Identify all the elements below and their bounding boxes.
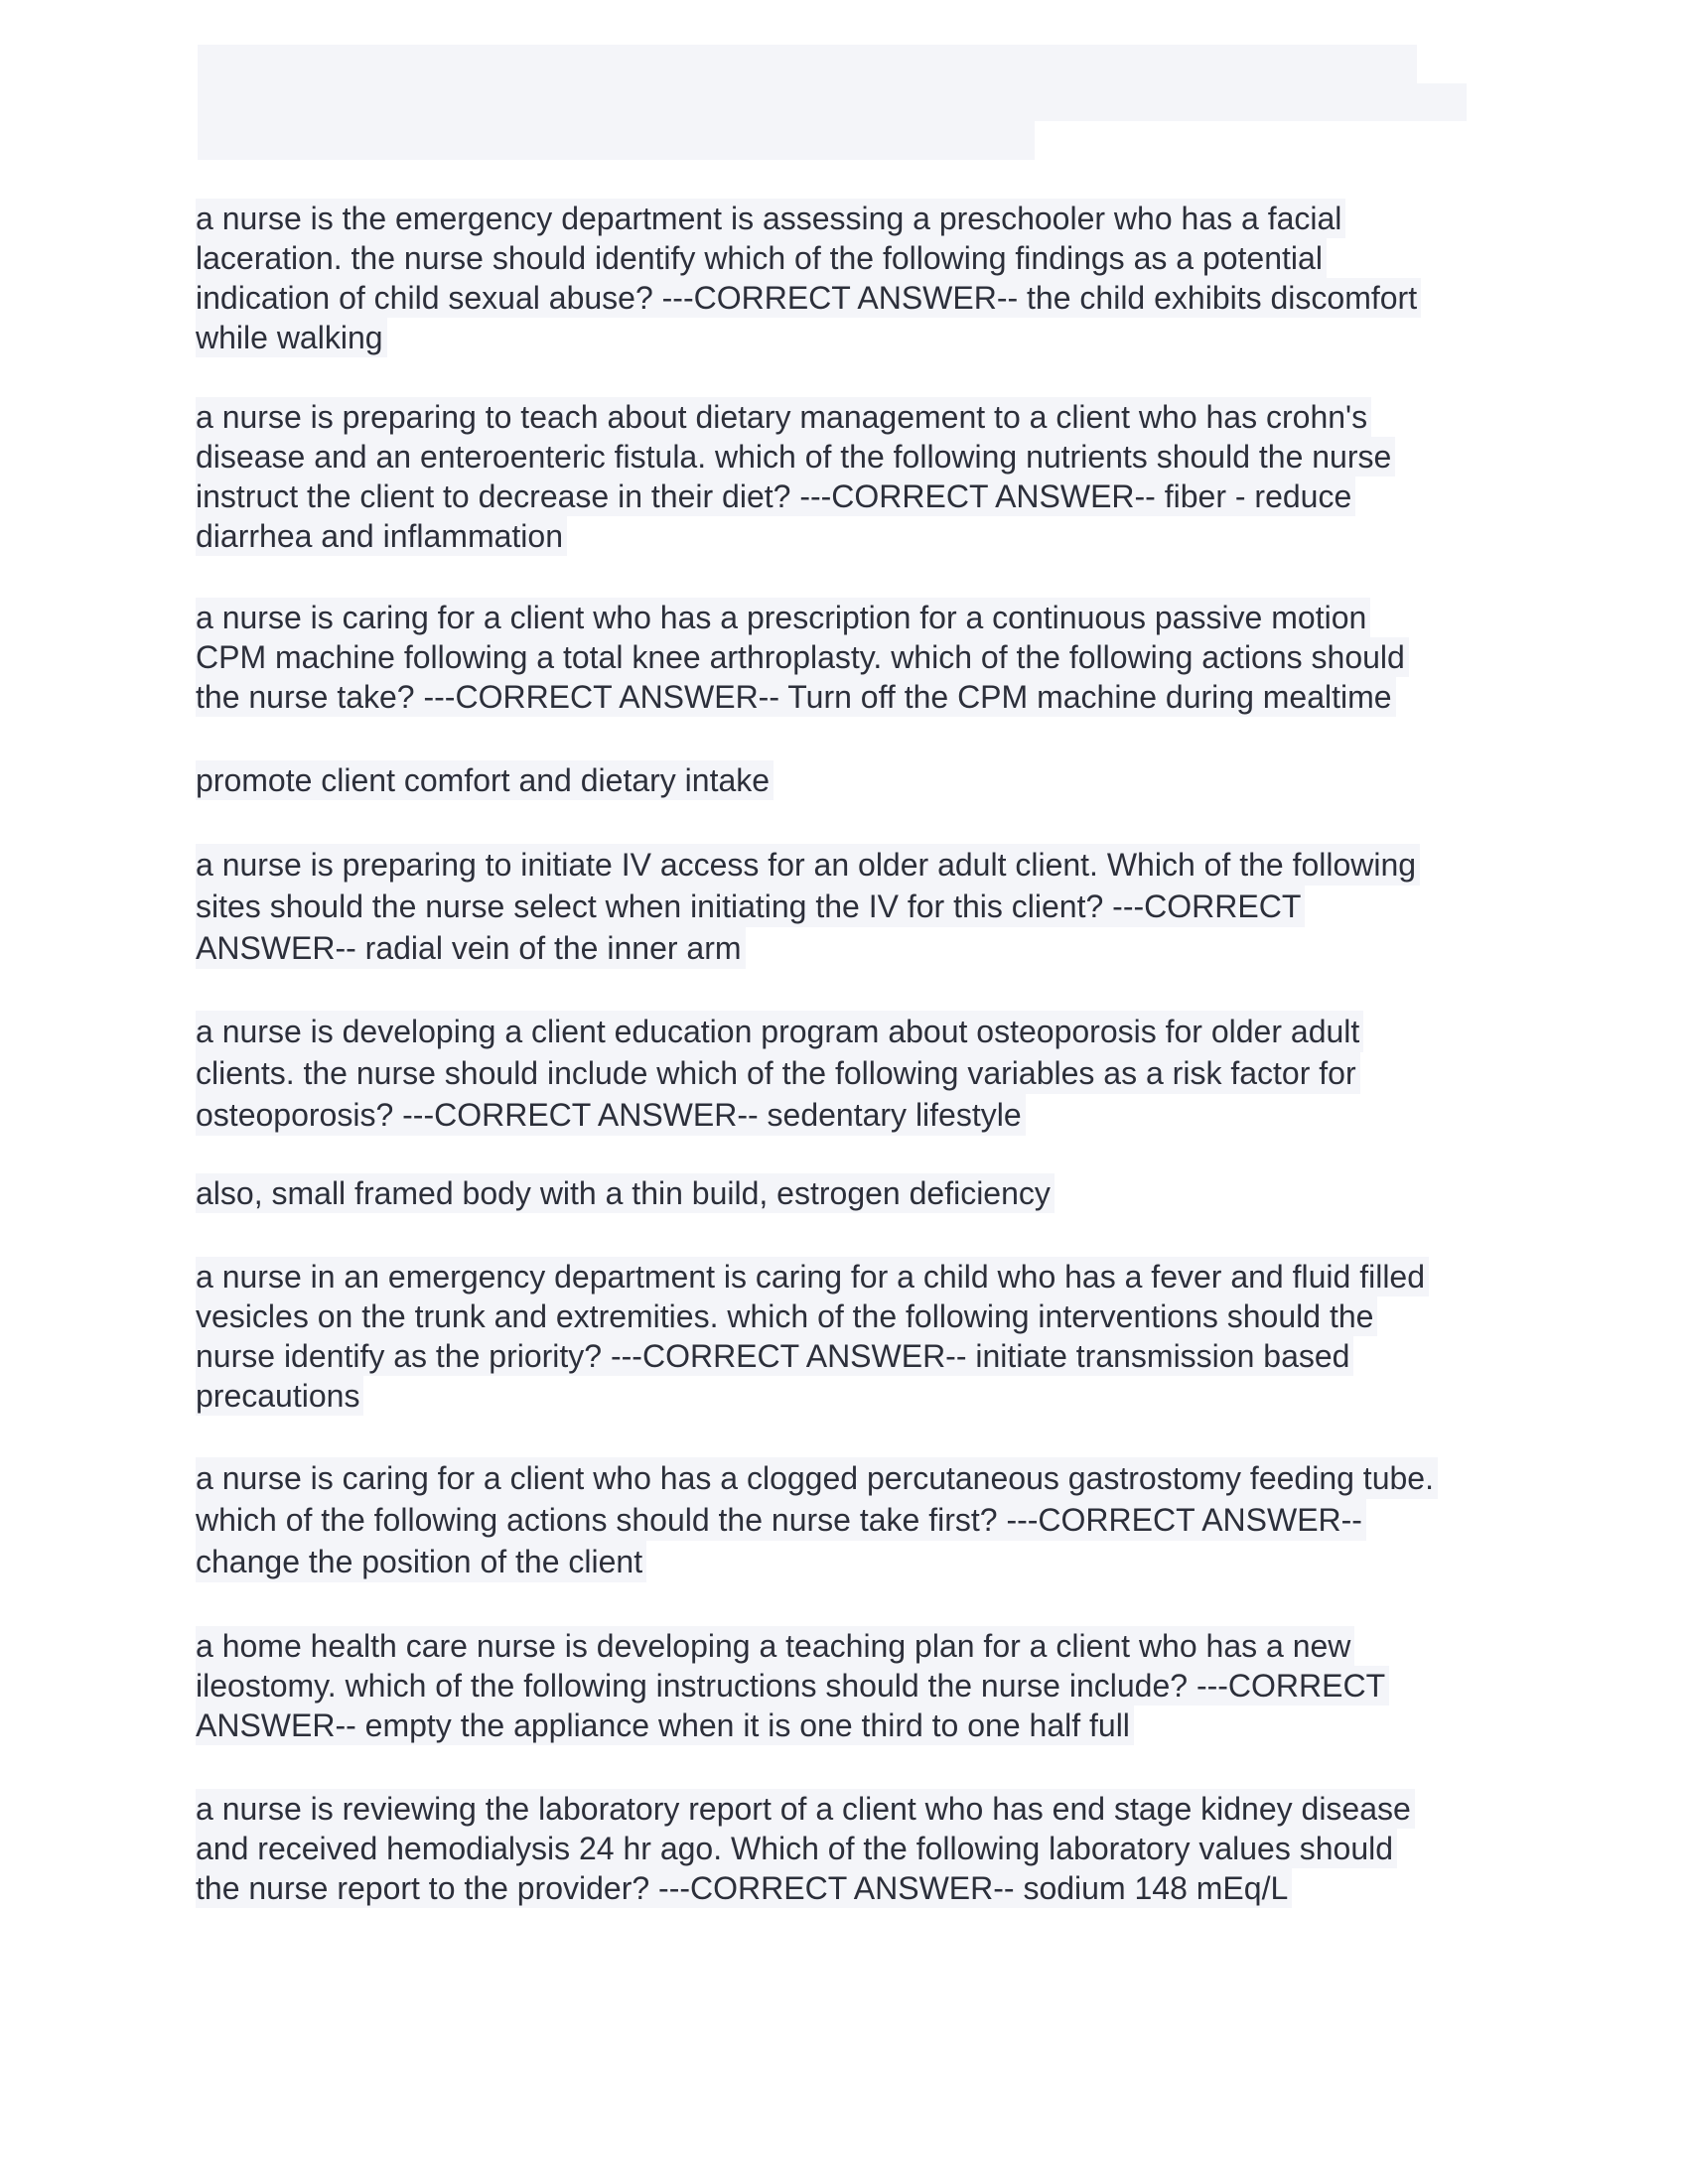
text-line: the nurse report to the provider? ---CORRECT ANSWER-- sodium 148 mEq/L — [196, 1868, 1292, 1908]
qa-entry — [196, 1011, 1506, 1136]
header-highlight-3 — [198, 120, 1035, 160]
text-line: laceration. the nurse should identify which of the following findings as a potential — [196, 238, 1327, 278]
text-line: a nurse in an emergency department is caring for a child who has a fever and fluid filled — [196, 1257, 1429, 1297]
text-line: a nurse is caring for a client who has a prescription for a continuous passive motion — [196, 598, 1370, 637]
text-line: precautions — [196, 1376, 363, 1416]
text-line: and received hemodialysis 24 hr ago. Which of the following laboratory values should — [196, 1829, 1397, 1868]
text-line: disease and an enteroenteric fistula. which of the following nutrients should the nurse — [196, 437, 1395, 477]
text-line: indication of child sexual abuse? ---CORRECT ANSWER-- the child exhibits discomfort — [196, 278, 1421, 318]
qa-entry — [196, 844, 1506, 969]
header-highlight-2 — [198, 83, 1467, 121]
qa-entry — [196, 1173, 1506, 1213]
text-line: nurse identify as the priority? ---CORRECT ANSWER-- initiate transmission based — [196, 1336, 1353, 1376]
text-line: a nurse is preparing to initiate IV access for an older adult client. Which of the following — [196, 844, 1420, 886]
text-line: a nurse is the emergency department is assessing a preschooler who has a facial — [196, 199, 1345, 238]
text-line: a nurse is caring for a client who has a clogged percutaneous gastrostomy feeding tube. — [196, 1457, 1438, 1499]
text-line: ileostomy. which of the following instructions should the nurse include? ---CORRECT — [196, 1666, 1389, 1706]
text-line: ANSWER-- radial vein of the inner arm — [196, 927, 746, 969]
text-line: sites should the nurse select when initiating the IV for this client? ---CORRECT — [196, 886, 1305, 927]
text-line: a nurse is developing a client education program about osteoporosis for older adult — [196, 1011, 1363, 1052]
text-line: clients. the nurse should include which of the following variables as a risk factor for — [196, 1052, 1360, 1094]
text-line: diarrhea and inflammation — [196, 516, 567, 556]
text-line: vesicles on the trunk and extremities. which of the following interventions should the — [196, 1297, 1377, 1336]
qa-entry — [196, 1457, 1506, 1582]
qa-entry — [196, 598, 1506, 717]
qa-entry — [196, 199, 1506, 357]
text-line: the nurse take? ---CORRECT ANSWER-- Turn off the CPM machine during mealtime — [196, 677, 1396, 717]
text-line: while walking — [196, 318, 387, 357]
text-line: a nurse is reviewing the laboratory report of a client who has end stage kidney disease — [196, 1789, 1415, 1829]
text-line: ANSWER-- empty the appliance when it is one third to one half full — [196, 1706, 1134, 1745]
text-line: a home health care nurse is developing a teaching plan for a client who has a new — [196, 1626, 1354, 1666]
text-line: CPM machine following a total knee arthroplasty. which of the following actions should — [196, 637, 1409, 677]
text-line: promote client comfort and dietary intake — [196, 760, 774, 800]
text-line: change the position of the client — [196, 1541, 646, 1582]
text-line: instruct the client to decrease in their diet? ---CORRECT ANSWER-- fiber - reduce — [196, 477, 1355, 516]
text-line: a nurse is preparing to teach about dietary management to a client who has crohn's — [196, 397, 1371, 437]
text-line: which of the following actions should the nurse take first? ---CORRECT ANSWER-- — [196, 1499, 1366, 1541]
qa-entry — [196, 1626, 1506, 1745]
header-highlight-1 — [198, 45, 1417, 84]
qa-entry — [196, 397, 1506, 556]
qa-entry — [196, 1789, 1506, 1908]
qa-entry — [196, 1257, 1506, 1416]
text-line: also, small framed body with a thin build, estrogen deficiency — [196, 1173, 1055, 1213]
text-line: osteoporosis? ---CORRECT ANSWER-- sedentary lifestyle — [196, 1094, 1026, 1136]
qa-entry — [196, 760, 1506, 800]
